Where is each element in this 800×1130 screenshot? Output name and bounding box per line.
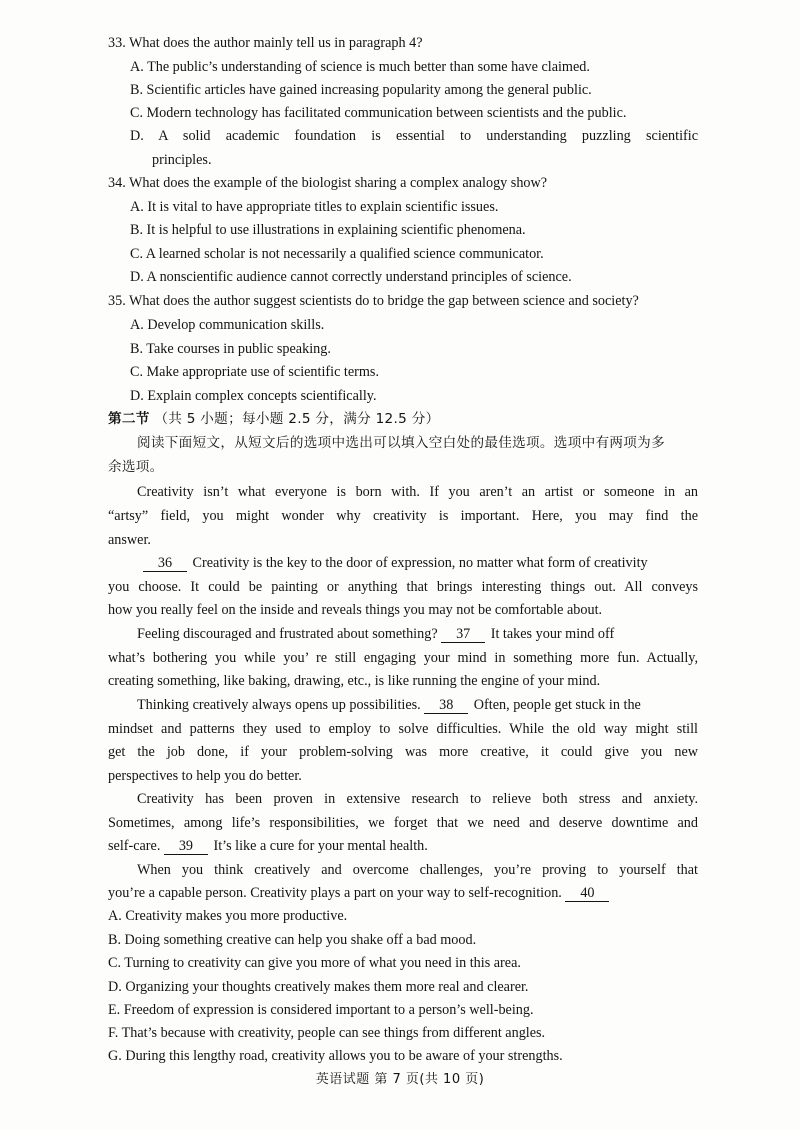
passage-p2-line-2: you choose. It could be painting or anything that brings interesting things out. All conveys: [108, 579, 698, 595]
question-35-option-d: D. Explain complex concepts scientifically.: [130, 388, 377, 404]
question-35-stem: 35. What does the author suggest scientists do to bridge the gap between science and society?: [108, 293, 639, 309]
passage-p4-line-2: mindset and patterns they used to employ to solve difficulties. While the old way might still: [108, 721, 698, 737]
question-34-option-d: D. A nonscientific audience cannot correctly understand principles of science.: [130, 269, 572, 285]
passage-p5-line-3-pre: self-care.: [108, 838, 161, 854]
question-33-option-a: A. The public’s understanding of science is much better than some have claimed.: [130, 59, 590, 75]
passage-p6-line-2-pre: you’re a capable person. Creativity plays a part on your way to self-recognition.: [108, 885, 562, 901]
question-35-option-b: B. Take courses in public speaking.: [130, 341, 331, 357]
passage-p5-line-3: [108, 835, 698, 859]
choice-g: G. During this lengthy road, creativity allows you to be aware of your strengths.: [108, 1048, 563, 1064]
passage-p1-line-3: answer.: [108, 532, 151, 548]
passage-p6-line-1: When you think creatively and overcome challenges, you’re proving to yourself that: [137, 862, 698, 878]
question-34-stem: 34. What does the example of the biologist sharing a complex analogy show?: [108, 175, 548, 191]
choice-c: C. Turning to creativity can give you more of what you need in this area.: [108, 955, 521, 971]
section-instructions-line-1: 阅读下面短文，从短文后的选项中选出可以填入空白处的最佳选项。选项中有两项为多: [137, 435, 665, 451]
passage-p3-line-1-pre: Feeling discouraged and frustrated about something?: [137, 626, 438, 642]
question-34-option-b: B. It is helpful to use illustrations in explaining scientific phenomena.: [130, 222, 526, 238]
choice-a: A. Creativity makes you more productive.: [108, 908, 348, 924]
page-footer: 英语试题 第 7 页(共 10 页): [315, 1072, 485, 1087]
passage-p3-line-2: what’s bothering you while you’ re still engaging your mind in something more fun. Actually,: [108, 650, 698, 666]
passage-p6-line-2: [108, 882, 698, 906]
passage-p4-line-1-pre: Thinking creatively always opens up possibilities.: [137, 697, 421, 713]
question-33-stem: 33. What does the author mainly tell us in paragraph 4?: [108, 35, 423, 51]
blank-36[interactable]: 36: [143, 555, 187, 572]
passage-p1-line-2: “artsy” field, you might wonder why creativity is important. Here, you may find the: [108, 508, 698, 524]
section-title: 第二节: [108, 411, 150, 427]
passage-p4-line-4: perspectives to help you do better.: [108, 768, 302, 784]
question-35-option-a: A. Develop communication skills.: [130, 317, 325, 333]
section-heading: [108, 408, 698, 432]
passage-p4-line-1-post: Often, people get stuck in the: [473, 697, 641, 713]
question-34-option-a: A. It is vital to have appropriate titles to explain scientific issues.: [130, 199, 499, 215]
passage-p2-line-3: how you really feel on the inside and reveals things you may not be comfortable about.: [108, 602, 603, 618]
passage-p1-line-1: Creativity isn’t what everyone is born with. If you aren’t an artist or someone in an: [137, 484, 698, 500]
choice-d: D. Organizing your thoughts creatively makes them more real and clearer.: [108, 979, 529, 995]
section-scoring: （共 5 小题；每小题 2.5 分，满分 12.5 分）: [154, 411, 440, 427]
passage-p5-line-1: Creativity has been proven in extensive research to relieve both stress and anxiety.: [137, 791, 698, 807]
choice-e: E. Freedom of expression is considered important to a person’s well-being.: [108, 1002, 534, 1018]
passage-p5-line-3-post: It’s like a cure for your mental health.: [213, 838, 428, 854]
question-33-option-b: B. Scientific articles have gained increasing popularity among the general public.: [130, 82, 592, 98]
passage-p2-line-1: [143, 552, 698, 576]
blank-38[interactable]: 38: [424, 697, 468, 714]
blank-37[interactable]: 37: [441, 626, 485, 643]
passage-p2-line-1-text: Creativity is the key to the door of expression, no matter what form of creativity: [192, 555, 648, 571]
blank-39[interactable]: 39: [164, 838, 208, 855]
passage-p4-line-1: [137, 694, 698, 718]
question-33-option-d: D. A solid academic foundation is essential to understanding puzzling scientific: [130, 128, 698, 144]
question-34-option-c: C. A learned scholar is not necessarily a qualified science communicator.: [130, 246, 544, 262]
passage-p3-line-3: creating something, like baking, drawing, etc., is like running the engine of your mind.: [108, 673, 601, 689]
question-33-option-c: C. Modern technology has facilitated communication between scientists and the public.: [130, 105, 627, 121]
passage-p3-line-1: [137, 623, 698, 647]
choice-f: F. That’s because with creativity, people can see things from different angles.: [108, 1025, 546, 1041]
passage-p5-line-2: Sometimes, among life’s responsibilities, we forget that we need and deserve downtime and: [108, 815, 698, 831]
blank-40[interactable]: 40: [565, 885, 609, 902]
question-33-option-d-cont: principles.: [152, 152, 212, 168]
choice-b: B. Doing something creative can help you shake off a bad mood.: [108, 932, 477, 948]
question-35-option-c: C. Make appropriate use of scientific terms.: [130, 364, 379, 380]
passage-p3-line-1-post: It takes your mind off: [490, 626, 615, 642]
section-instructions-line-2: 余选项。: [108, 459, 164, 475]
passage-p4-line-3: get the job done, if your problem-solving was more creative, it could give you new: [108, 744, 698, 760]
